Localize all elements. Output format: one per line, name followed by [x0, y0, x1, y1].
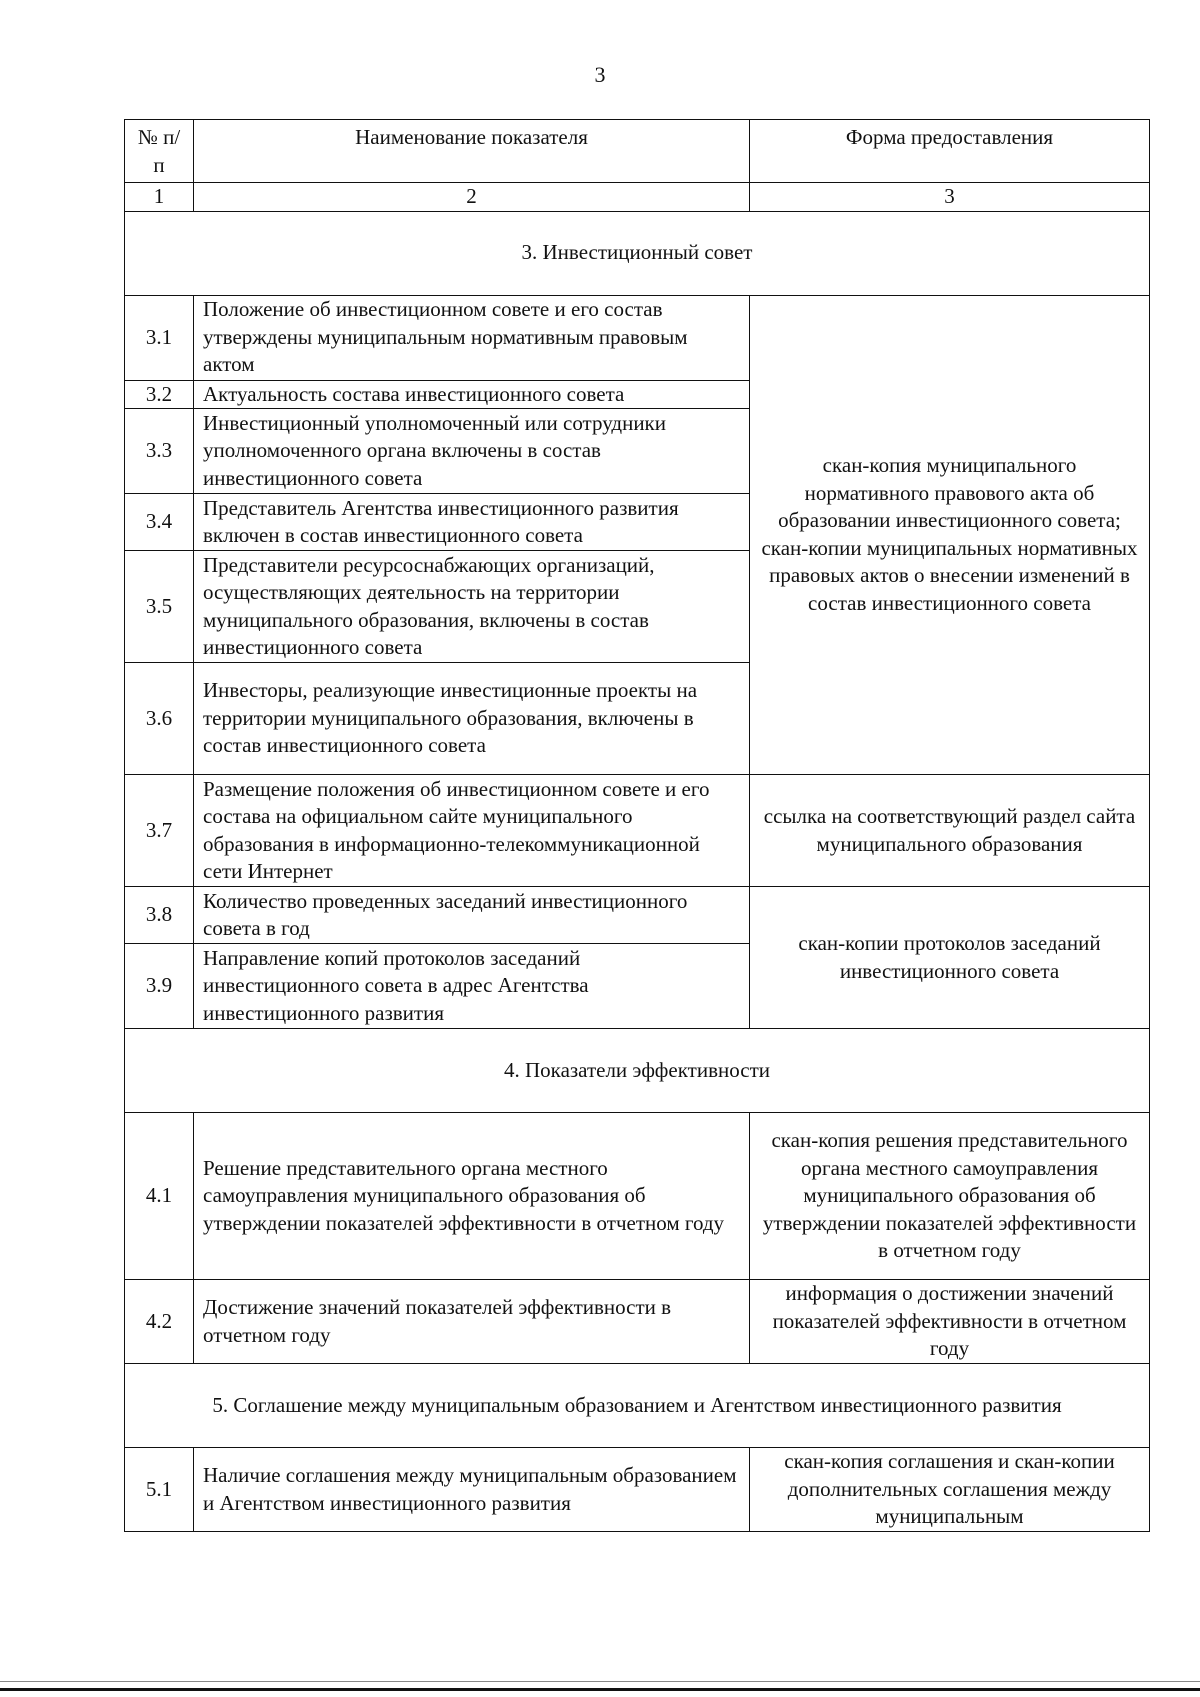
- page-bottom-border: [0, 1688, 1200, 1691]
- row-number: 4.1: [125, 1113, 194, 1280]
- indicator-name: Размещение положения об инвестиционном совете и его состава на официальном сайте муниципального образования в информационно-телекоммуникационной сети Интернет: [194, 775, 750, 887]
- indicator-name: Количество проведенных заседаний инвестиционного совета в год: [194, 887, 750, 944]
- indicator-name: Актуальность состава инвестиционного совета: [194, 380, 750, 409]
- section-row: [125, 1029, 1150, 1113]
- submission-form: информация о достижении значений показателей эффективности в отчетном году: [750, 1280, 1150, 1364]
- column-number-row: [125, 183, 1150, 212]
- header-number: № п/п: [125, 120, 194, 183]
- row-number: 3.6: [125, 663, 194, 775]
- submission-form: скан-копия соглашения и скан-копии дополнительных соглашения между муниципальным: [750, 1448, 1150, 1532]
- section-title-efficiency-indicators: 4. Показатели эффективности: [125, 1029, 1150, 1113]
- scan-edge-line: [0, 1681, 1200, 1682]
- row-number: 4.2: [125, 1280, 194, 1364]
- table-row: [125, 887, 1150, 944]
- indicator-name: Наличие соглашения между муниципальным образованием и Агентством инвестиционного развития: [194, 1448, 750, 1532]
- column-number-1: 1: [125, 183, 194, 212]
- submission-form: скан-копия решения представительного органа местного самоуправления муниципального образования об утверждении показателей эффективности в отчетном году: [750, 1113, 1150, 1280]
- column-number-2: 2: [194, 183, 750, 212]
- indicator-name: Положение об инвестиционном совете и его состав утверждены муниципальным нормативным правовым актом: [194, 295, 750, 380]
- row-number: 3.4: [125, 494, 194, 551]
- header-indicator-name: Наименование показателя: [194, 120, 750, 183]
- table-row: [125, 775, 1150, 887]
- table-header-row: [125, 120, 1150, 183]
- table-row: [125, 1113, 1150, 1280]
- indicator-name: Представители ресурсоснабжающих организаций, осуществляющих деятельность на территории муниципального образования, включены в состав инвестиционного совета: [194, 551, 750, 663]
- section-title-investment-council: 3. Инвестиционный совет: [125, 211, 1150, 295]
- indicators-table: [124, 119, 1150, 1532]
- row-number: 3.9: [125, 944, 194, 1029]
- column-number-3: 3: [750, 183, 1150, 212]
- row-number: 3.3: [125, 409, 194, 494]
- row-number: 5.1: [125, 1448, 194, 1532]
- row-number: 3.7: [125, 775, 194, 887]
- section-row: [125, 1364, 1150, 1448]
- section-title-agreement: 5. Соглашение между муниципальным образованием и Агентством инвестиционного развития: [125, 1364, 1150, 1448]
- header-submission-form: Форма предоставления: [750, 120, 1150, 183]
- table-row: [125, 295, 1150, 380]
- section-row: [125, 211, 1150, 295]
- indicator-name: Инвестиционный уполномоченный или сотрудники уполномоченного органа включены в состав инвестиционного совета: [194, 409, 750, 494]
- indicator-name: Представитель Агентства инвестиционного развития включен в состав инвестиционного совета: [194, 494, 750, 551]
- page-number: 3: [594, 62, 606, 87]
- row-number: 3.5: [125, 551, 194, 663]
- row-number: 3.8: [125, 887, 194, 944]
- indicator-name: Достижение значений показателей эффективности в отчетном году: [194, 1280, 750, 1364]
- table-row: [125, 1280, 1150, 1364]
- indicator-name: Инвесторы, реализующие инвестиционные проекты на территории муниципального образования, включены в состав инвестиционного совета: [194, 663, 750, 775]
- row-number: 3.2: [125, 380, 194, 409]
- indicator-name: Направление копий протоколов заседаний инвестиционного совета в адрес Агентства инвестиционного развития: [194, 944, 750, 1029]
- submission-form: скан-копия муниципального нормативного правового акта об образовании инвестиционного совета; скан-копии муниципальных нормативных правовых актов о внесении изменений в состав инвестиционного совета: [750, 295, 1150, 775]
- indicator-name: Решение представительного органа местного самоуправления муниципального образования об утверждении показателей эффективности в отчетном году: [194, 1113, 750, 1280]
- submission-form: ссылка на соответствующий раздел сайта муниципального образования: [750, 775, 1150, 887]
- table-row: [125, 1448, 1150, 1532]
- submission-form: скан-копии протоколов заседаний инвестиционного совета: [750, 887, 1150, 1029]
- row-number: 3.1: [125, 295, 194, 380]
